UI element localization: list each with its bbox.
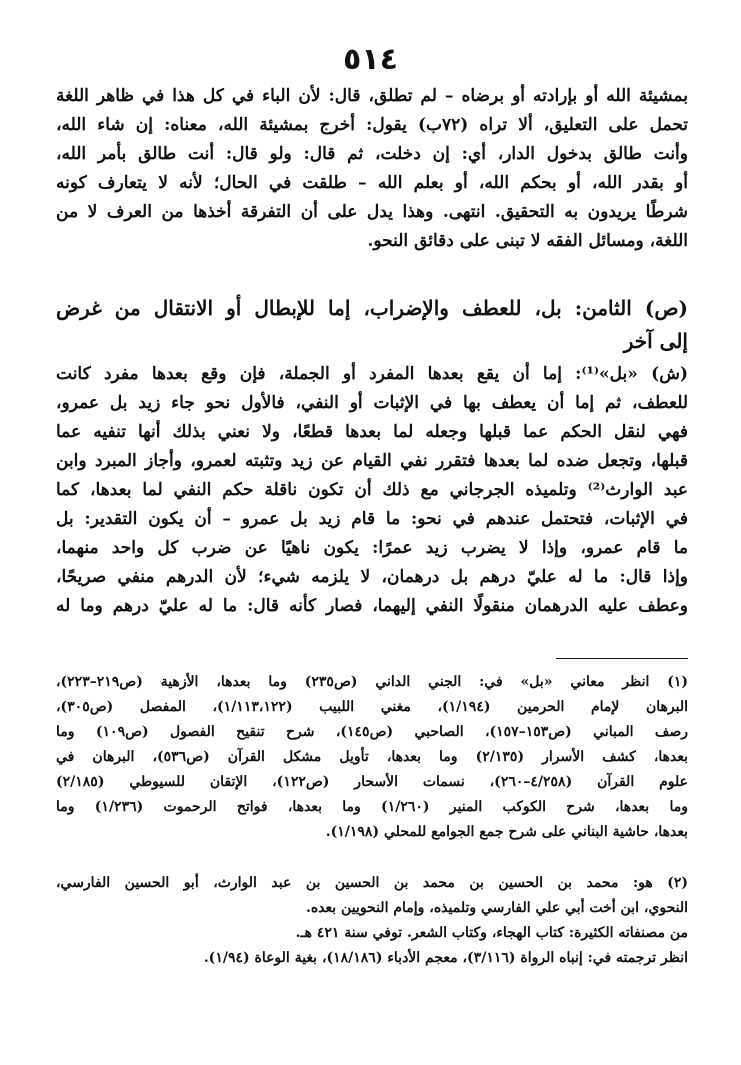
footnote-2 [56,871,688,971]
footnote-separator [556,658,688,659]
footnote-line: البرهان لإمام الحرمين (١/١٩٤)، مغني اللبيب (١/١١٣،١٢٢)، المفصل (ص٣٠٥)، [56,699,688,715]
body-paragraph-1 [56,82,688,256]
section-heading [56,292,688,358]
text-line: وأنت طالق بدخول الدار، أي: إن دخلت، ثم قال: ولو قال: أنت طالق بأمر الله، [56,144,688,164]
text-line: شرطًا يريدون به التحقيق. انتهى. وهذا يدل على أن التفرقة أخذها من العرف لا من [56,202,688,222]
text-line: في الإثبات، فتحتمل عندهم في نحو: ما قام زيد بل عمرو – أن يكون التقدير: بل [56,509,688,529]
text-line: للعطف، ثم إما أن يعطف بها في الإثبات أو النفي، فالأول نحو جاء زيد بل عمرو، [56,393,688,413]
text-line: وعطف عليه الدرهمان منقولًا النفي إليهما، فصار كأنه قال: ما له عليّ درهم وما له [56,596,688,616]
footnote-line: وما بعدها، شرح الكوكب المنير (١/٢٦٠) وما بعدها، فواتح الرحموت (١/٢٣٦) وما [56,799,688,815]
footnote-line: من مصنفاته الكثيرة: كتاب الهجاء، وكتاب الشعر. توفي سنة ٤٢١ هـ. [295,925,688,941]
footnote-line: بعدها، حاشية البناني على شرح جمع الجوامع للمحلي (١/١٩٨). [325,824,688,840]
text-line: اللغة، ومسائل الفقه لا تبنى على دقائق النحو. [367,231,688,251]
text-line: ما قام عمرو، وإذا لا يضرب زيد عمرًا: يكون ناهيًا عن ضرب كل واحد منهما، [56,538,688,558]
text-line: فهي لنقل الحكم عما قبلها وجعله لما بعدها قطعًا، ولا نعني بذلك أنها تنفيه عما [56,422,688,442]
page-number: ٥١٤ [343,42,398,77]
heading-line: (ص) الثامن: بل، للعطف والإضراب، إما للإبطال أو الانتقال من غرض [56,296,688,320]
text-line: أو بقدر الله، أو بحكم الله، أو بعلم الله – طلقت في الحال؛ لأنه لا يتعارف كونه [56,173,688,193]
body-paragraph-2 [56,360,688,621]
text-line: وإذا قال: ما له عليّ درهم بل درهمان، لا يلزمه شيء؛ لأن الدرهم منفي صريحًا، [56,567,688,587]
footnote-line: النحوي، ابن أخت أبي علي الفارسي وتلميذه، وإمام النحويين بعده. [305,900,688,916]
heading-line: إلى آخر [623,329,688,353]
footnote-line: (٢) هو: محمد بن الحسين بن محمد بن الحسين بن عبد الوارث، أبو الحسين الفارسي، [56,875,688,891]
footnote-line: (١) انظر معاني «بل» في: الجني الداني (ص٢٣٥) وما بعدها، الأزهية (ص٢١٩–٢٢٣)، [56,674,688,690]
footnote-line: بعدها، كشف الأسرار (٢/١٣٥) وما بعدها، تأويل مشكل القرآن (ص٥٣٦)، البرهان في [56,749,688,765]
footnote-1 [56,670,688,845]
footnote-line: رصف المباني (ص١٥٣–١٥٧)، الصاحبي (ص١٤٥)، شرح تنقيح الفصول (ص١٠٩) وما [56,724,688,740]
text-line: تحمل على التعليق، ألا تراه (٧٢ب) يقول: أخرج بمشيئة الله، معناه: إن شاء الله، [56,115,688,135]
footnote-line: انظر ترجمته في: إنباه الرواة (٣/١١٦)، معجم الأدباء (١٨/١٨٦)، بغية الوعاة (١/٩٤). [203,950,688,966]
text-line: (ش) «بل»⁽¹⁾: إما أن يقع بعدها المفرد أو الجملة، فإن وقع بعدها مفرد كانت [56,364,688,384]
text-line: بمشيئة الله أو بإرادته أو برضاه – لم تطلق، قال: لأن الباء في كل هذا في ظاهر اللغة [56,86,688,106]
footnote-line: علوم القرآن (٤/٢٥٨–٢٦٠)، نسمات الأسحار (ص١٢٢)، الإتقان للسيوطي (٢/١٨٥) [56,774,688,790]
text-line: عبد الوارث⁽²⁾ وتلميذه الجرجاني مع ذلك أن تكون ناقلة حكم النفي لما بعدها، كما [56,480,688,500]
text-line: قبلها، وتجعل ضده لما بعدها فتقرر نفي القيام عن زيد وتثبته لعمرو، وأجاز المبرد وابن [56,451,688,471]
